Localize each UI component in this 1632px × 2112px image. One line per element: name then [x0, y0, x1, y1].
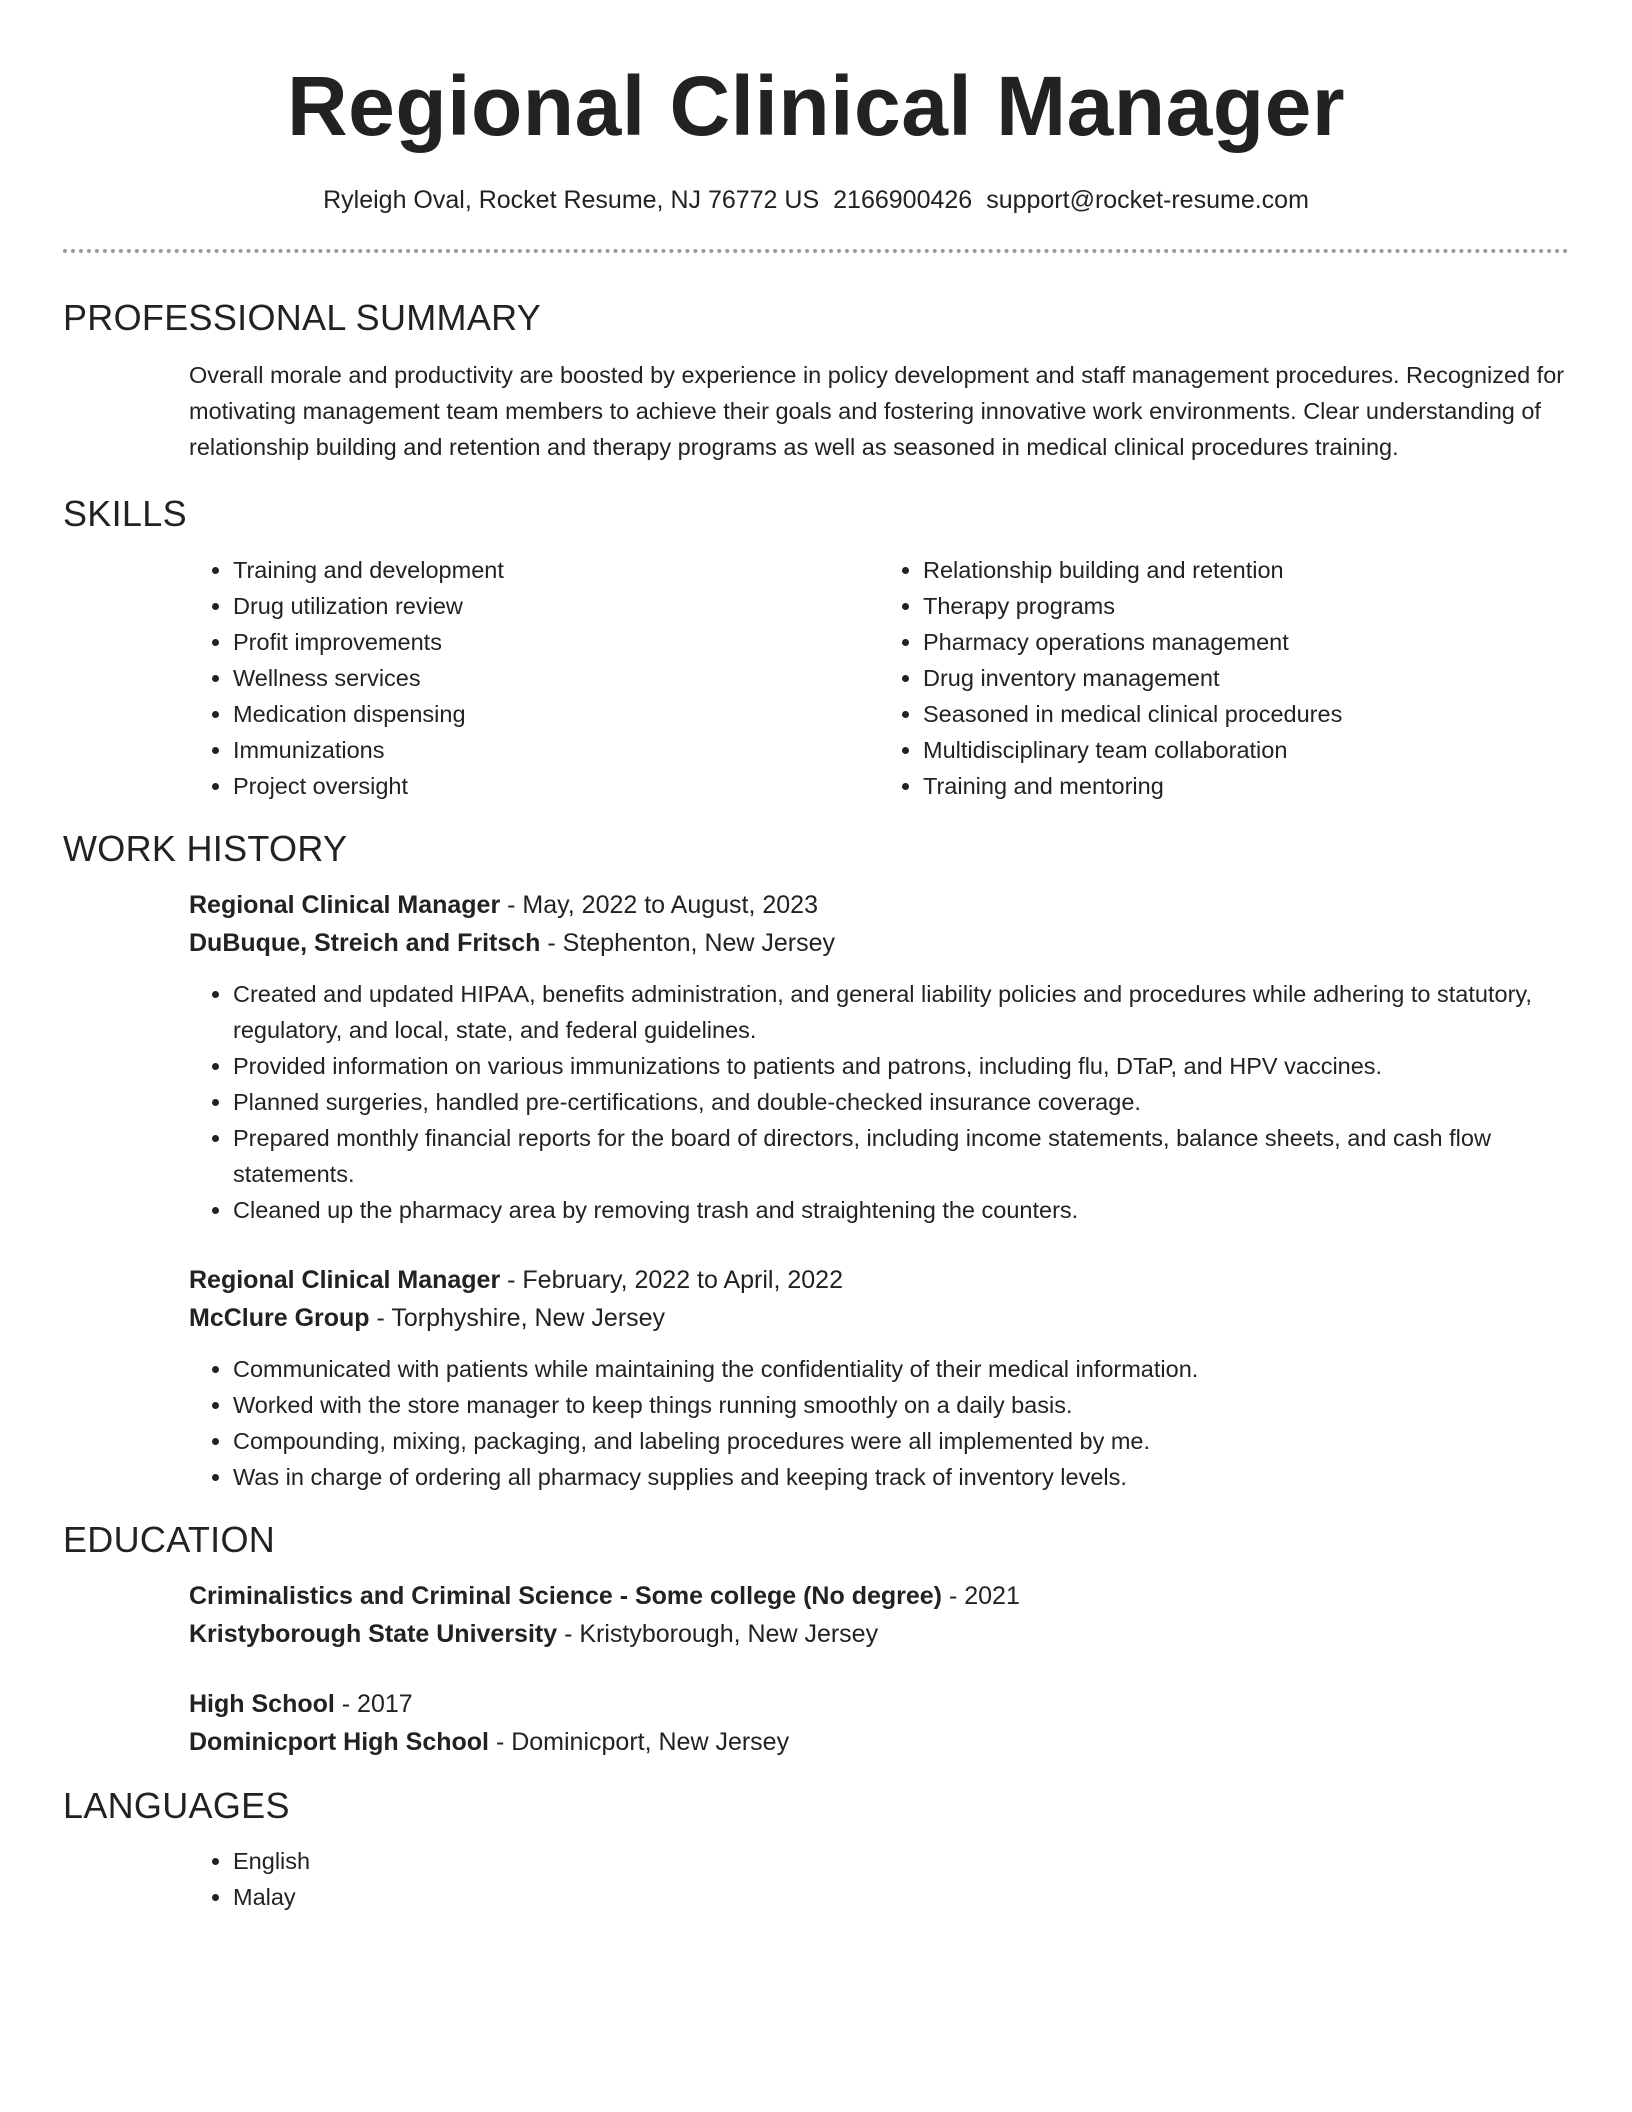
- job-location: - Torphyshire, New Jersey: [369, 1304, 666, 1332]
- education-degree: Criminalistics and Criminal Science - Some college (No degree): [189, 1582, 943, 1610]
- job-bullet: • Prepared monthly financial reports for the board of directors, including income statements, balance sheets, and cash flow statements.: [233, 1120, 1569, 1192]
- education-location: - Dominicport, New Jersey: [489, 1728, 790, 1756]
- skill-item: • Wellness services: [233, 660, 879, 696]
- job-company: DuBuque, Streich and Fritsch: [189, 929, 541, 957]
- job-company-line: [189, 924, 1569, 962]
- skill-item: • Pharmacy operations management: [923, 624, 1569, 660]
- job-bullets: [189, 1351, 1569, 1495]
- contact-line: [0, 185, 1632, 215]
- language-item: • Malay: [233, 1879, 1569, 1915]
- languages-heading: LANGUAGES: [63, 1785, 290, 1826]
- skill-item: • Training and development: [233, 552, 879, 588]
- job-bullets: [189, 976, 1569, 1228]
- summary-heading: PROFESSIONAL SUMMARY: [63, 297, 542, 338]
- skill-item: • Therapy programs: [923, 588, 1569, 624]
- skill-item: • Drug inventory management: [923, 660, 1569, 696]
- language-item: • English: [233, 1843, 1569, 1879]
- skill-item: • Training and mentoring: [923, 768, 1569, 804]
- skills-section: [63, 493, 1569, 804]
- contact-address: Ryleigh Oval, Rocket Resume, NJ 76772 US: [323, 186, 820, 214]
- job-entry: [189, 1261, 1569, 1495]
- resume-title: Regional Clinical Manager: [286, 59, 1346, 153]
- job-bullet: • Provided information on various immunizations to patients and patrons, including flu, DTaP, and HPV vaccines.: [233, 1048, 1569, 1084]
- job-company: McClure Group: [189, 1304, 370, 1332]
- contact-email: support@rocket-resume.com: [986, 186, 1309, 214]
- education-entry: [189, 1577, 1569, 1653]
- job-dates: - May, 2022 to August, 2023: [500, 891, 818, 919]
- languages-list: [189, 1843, 1569, 1915]
- job-location: - Stephenton, New Jersey: [540, 929, 836, 957]
- summary-text: Overall morale and productivity are boosted by experience in policy development and staff management procedures. Recognized for motivating management team members to achieve their goals and fostering innovative work environments. Clear understanding of relationship building and retention and therapy programs as well as seasoned in medical clinical procedures training.: [189, 362, 1565, 460]
- contact-phone: 2166900426: [833, 186, 973, 214]
- job-dates: - February, 2022 to April, 2022: [500, 1266, 843, 1294]
- job-bullet: • Communicated with patients while maintaining the confidentiality of their medical information.: [233, 1351, 1569, 1387]
- skills-list-left: [189, 552, 879, 804]
- skill-item: • Seasoned in medical clinical procedures: [923, 696, 1569, 732]
- summary-section: [63, 297, 1569, 465]
- education-entry: [189, 1685, 1569, 1761]
- job-role: Regional Clinical Manager: [189, 1266, 501, 1294]
- education-degree-line: [189, 1685, 1569, 1723]
- education-degree-line: [189, 1577, 1569, 1615]
- work-history-section: [63, 828, 1569, 1495]
- header-divider: [63, 249, 1569, 253]
- skill-item: • Project oversight: [233, 768, 879, 804]
- education-degree: High School: [189, 1690, 335, 1718]
- skills-heading: SKILLS: [63, 493, 187, 534]
- job-bullet: • Created and updated HIPAA, benefits administration, and general liability policies and procedures while adhering to statutory, regulatory, and local, state, and federal guidelines.: [233, 976, 1569, 1048]
- job-bullet: • Compounding, mixing, packaging, and labeling procedures were all implemented by me.: [233, 1423, 1569, 1459]
- skills-list-right: [879, 552, 1569, 804]
- job-company-line: [189, 1299, 1569, 1337]
- languages-section: [63, 1785, 1569, 1915]
- skill-item: • Relationship building and retention: [923, 552, 1569, 588]
- education-heading: EDUCATION: [63, 1519, 276, 1560]
- job-title-line: [189, 1261, 1569, 1299]
- job-title-line: [189, 886, 1569, 924]
- job-role: Regional Clinical Manager: [189, 891, 501, 919]
- education-year: - 2021: [942, 1582, 1020, 1610]
- skill-item: • Medication dispensing: [233, 696, 879, 732]
- job-bullet: • Planned surgeries, handled pre-certifications, and double-checked insurance coverage.: [233, 1084, 1569, 1120]
- skill-item: • Immunizations: [233, 732, 879, 768]
- education-school: Dominicport High School: [189, 1728, 489, 1756]
- job-bullet: • Was in charge of ordering all pharmacy supplies and keeping track of inventory levels.: [233, 1459, 1569, 1495]
- education-school: Kristyborough State University: [189, 1620, 558, 1648]
- education-year: - 2017: [334, 1690, 413, 1718]
- job-bullet: • Worked with the store manager to keep things running smoothly on a daily basis.: [233, 1387, 1569, 1423]
- skill-item: • Profit improvements: [233, 624, 879, 660]
- education-school-line: [189, 1615, 1569, 1653]
- education-location: - Kristyborough, New Jersey: [557, 1620, 879, 1648]
- work-history-heading: WORK HISTORY: [63, 828, 348, 869]
- skill-item: • Multidisciplinary team collaboration: [923, 732, 1569, 768]
- job-entry: [189, 886, 1569, 1228]
- skill-item: • Drug utilization review: [233, 588, 879, 624]
- education-section: [63, 1519, 1569, 1761]
- job-bullet: • Cleaned up the pharmacy area by removing trash and straightening the counters.: [233, 1192, 1569, 1228]
- education-school-line: [189, 1723, 1569, 1761]
